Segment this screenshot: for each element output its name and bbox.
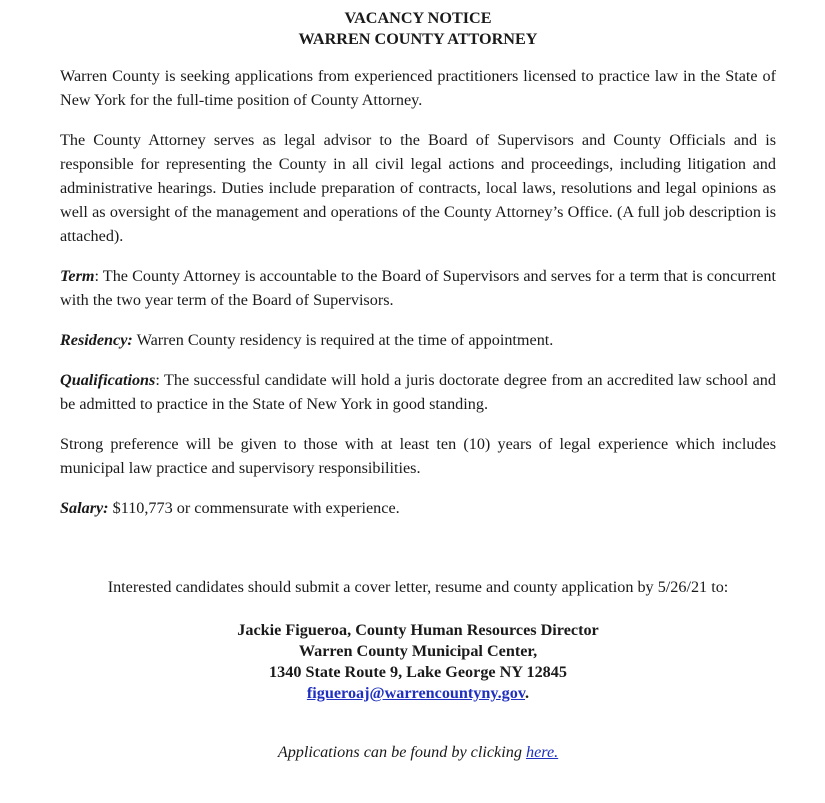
term-label: Term bbox=[60, 267, 95, 285]
contact-name: Jackie Figueroa, County Human Resources Director bbox=[237, 621, 599, 639]
residency-text: Warren County residency is required at the time of appointment. bbox=[132, 331, 554, 349]
vacancy-notice-document bbox=[60, 8, 776, 764]
residency-label: Residency: bbox=[60, 331, 133, 349]
preference-paragraph: Strong preference will be given to those with at least ten (10) years of legal experience which includes municipal law practice and supervisory responsibilities. bbox=[60, 435, 776, 477]
salary-paragraph bbox=[60, 496, 776, 520]
applications-here-link[interactable]: here. bbox=[525, 743, 559, 761]
qualifications-paragraph bbox=[60, 368, 776, 416]
contact-address: 1340 State Route 9, Lake George NY 12845 bbox=[269, 663, 567, 681]
position-title: WARREN COUNTY ATTORNEY bbox=[298, 30, 538, 48]
contact-email-suffix: . bbox=[525, 684, 530, 702]
contact-block bbox=[60, 620, 776, 704]
residency-paragraph bbox=[60, 328, 776, 352]
contact-organization: Warren County Municipal Center, bbox=[298, 642, 538, 660]
intro-paragraph: Warren County is seeking applications from experienced practitioners licensed to practice law in the State of New York for the full-time position of County Attorney. bbox=[60, 67, 776, 109]
qualifications-text: : The successful candidate will hold a juris doctorate degree from an accredited law school and be admitted to practice in the State of New York in good standing. bbox=[60, 371, 776, 413]
salary-label: Salary: bbox=[60, 499, 109, 517]
term-text: : The County Attorney is accountable to the Board of Supervisors and serves for a term that is concurrent with the two year term of the Board of Supervisors. bbox=[60, 267, 776, 309]
qualifications-label: Qualifications bbox=[60, 371, 156, 389]
applications-note bbox=[60, 740, 776, 764]
duties-paragraph: The County Attorney serves as legal advisor to the Board of Supervisors and County Officials and is responsible for representing the County in all civil legal actions and proceedings, including litigation and administrative hearings. Duties include preparation of contracts, local laws, resolutions and legal opinions as well as oversight of the management and operations of the County Attorney’s Office. (A full job description is attached). bbox=[60, 131, 776, 245]
salary-text: $110,773 or commensurate with experience. bbox=[108, 499, 400, 517]
notice-title: VACANCY NOTICE bbox=[344, 9, 492, 27]
submission-instructions: Interested candidates should submit a cover letter, resume and county application by 5/26/21 to: bbox=[107, 578, 729, 596]
contact-email-line bbox=[60, 683, 776, 704]
contact-email-link[interactable]: figueroaj@warrencountyny.gov bbox=[306, 684, 526, 702]
applications-note-text: Applications can be found by clicking bbox=[277, 743, 526, 761]
term-paragraph bbox=[60, 264, 776, 312]
